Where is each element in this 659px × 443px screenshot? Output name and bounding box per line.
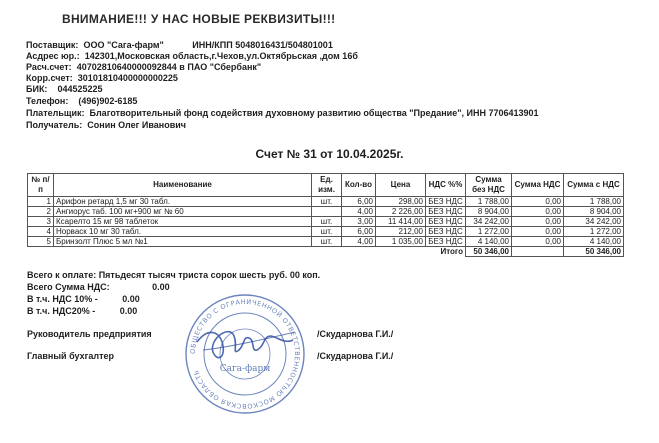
stamp-ring-text: ОБЩЕСТВО С ОГРАНИЧЕННОЙ ОТВЕТСТВЕННОСТЬЮ МОСКОВСКАЯ ОБЛАСТЬ [188, 297, 302, 411]
item-unit: шт. [312, 197, 342, 207]
item-sum-with-vat: 1 272,00 [564, 227, 624, 237]
item-name: Ангиорус таб. 100 мг+900 мг № 60 [54, 207, 312, 217]
item-sum-with-vat: 34 242,00 [564, 217, 624, 227]
vat-total-line [27, 282, 170, 293]
item-sum-without-vat: 1 272,00 [466, 227, 512, 237]
table-row [28, 197, 624, 207]
bik-value: 044525225 [57, 84, 103, 94]
item-sum-with-vat: 8 904,00 [564, 207, 624, 217]
item-unit: шт. [312, 217, 342, 227]
payer-line [26, 108, 539, 119]
item-qty: 4,00 [342, 237, 376, 247]
vat-total-label: Всего Сумма НДС: [27, 282, 110, 292]
bik-label: БИК: [26, 84, 48, 94]
supplier-line [26, 40, 333, 51]
item-sum-with-vat: 4 140,00 [564, 237, 624, 247]
stamp-center-text: Сага-фарм [219, 364, 271, 374]
total-in-words: Всего к оплате: Пятьдесят тысяч триста сорок шесть руб. 00 коп. [27, 270, 321, 280]
invoice-table [27, 173, 624, 257]
inn-kpp-value: 5048016431/504801001 [235, 40, 333, 50]
header-cell: Цена [376, 174, 426, 197]
item-vat-sum: 0,00 [512, 227, 564, 237]
address-label: Асдрес юр.: [26, 51, 80, 61]
total-label: Итого [440, 247, 463, 257]
item-vat: БЕЗ НДС [426, 197, 466, 207]
item-vat: БЕЗ НДС [426, 217, 466, 227]
header-cell: Кол-во [342, 174, 376, 197]
item-qty: 6,00 [342, 227, 376, 237]
item-vat-sum: 0,00 [512, 237, 564, 247]
item-price: 298,00 [376, 197, 426, 207]
table-header-row [28, 174, 624, 197]
phone-line [26, 96, 137, 107]
row-number: 1 [28, 197, 54, 207]
header-cell: Ед. изм. [312, 174, 342, 197]
item-vat-sum: 0,00 [512, 207, 564, 217]
table-row [28, 237, 624, 247]
table-row [28, 217, 624, 227]
item-name: Бринзолт Плюс 5 мл №1 [54, 237, 312, 247]
item-sum-without-vat: 1 788,00 [466, 197, 512, 207]
item-vat: БЕЗ НДС [426, 227, 466, 237]
vat20-line [27, 306, 137, 317]
corr-value: 30101810400000000225 [77, 73, 178, 83]
table-row [28, 207, 624, 217]
notice-banner: ВНИМАНИЕ!!! У НАС НОВЫЕ РЕКВИЗИТЫ!!! [62, 12, 336, 26]
vat20-value: 0.00 [119, 306, 138, 316]
item-name: Норваск 10 мг 30 табл. [54, 227, 312, 237]
header-cell: Наименование [54, 174, 312, 197]
item-price: 11 414,00 [376, 217, 426, 227]
item-qty: 6,00 [342, 197, 376, 207]
account-value: 40702810640000092844 в ПАО "Сбербанк" [76, 62, 262, 72]
table-row [28, 227, 624, 237]
item-vat: БЕЗ НДС [426, 207, 466, 217]
payer-value: Благотворительный фонд содействия духовному развитию общества "Предание", ИНН 7706413901 [89, 108, 539, 118]
header-cell: Сумма НДС [512, 174, 564, 197]
vat10-value: 0.00 [122, 294, 140, 304]
director-signature-name: /Скударнова Г.И./ [317, 329, 394, 339]
row-number: 3 [28, 217, 54, 227]
item-unit [312, 207, 342, 217]
item-price: 212,00 [376, 227, 426, 237]
recipient-line [26, 120, 186, 131]
director-label: Руководитель предприятия [27, 329, 152, 339]
item-sum-without-vat: 34 242,00 [466, 217, 512, 227]
svg-text:ОБЩЕСТВО С ОГРАНИЧЕННОЙ ОТВЕТС [189, 298, 301, 410]
recipient-value: Сонин Олег Иванович [87, 120, 187, 130]
vat-total-value: 0.00 [152, 282, 170, 292]
total-with-vat: 50 346,00 [564, 247, 624, 257]
vat20-label: В т.ч. НДС20% - [27, 306, 96, 316]
item-sum-without-vat: 4 140,00 [466, 237, 512, 247]
row-number: 2 [28, 207, 54, 217]
row-number: 5 [28, 237, 54, 247]
item-sum-with-vat: 1 788,00 [564, 197, 624, 207]
account-label: Расч.счет: [26, 62, 72, 72]
item-unit: шт. [312, 227, 342, 237]
item-qty: 3,00 [342, 217, 376, 227]
item-vat: БЕЗ НДС [426, 237, 466, 247]
item-unit: шт. [312, 237, 342, 247]
row-number: 4 [28, 227, 54, 237]
item-price: 2 226,00 [376, 207, 426, 217]
header-cell: № п/п [28, 174, 54, 197]
bik-line [26, 84, 103, 95]
total-without-vat: 50 346,00 [466, 247, 512, 257]
accountant-label: Главный бухгалтер [27, 351, 115, 361]
item-vat-sum: 0,00 [512, 217, 564, 227]
corr-label: Корр.счет: [26, 73, 73, 83]
address-line [26, 51, 358, 62]
header-cell: Сумма с НДС [564, 174, 624, 197]
recipient-label: Получатель: [26, 120, 83, 130]
payer-label: Плательщик: [26, 108, 85, 118]
item-vat-sum: 0,00 [512, 197, 564, 207]
corr-line [26, 73, 178, 84]
item-sum-without-vat: 8 904,00 [466, 207, 512, 217]
supplier-label: Поставщик: [26, 40, 79, 50]
total-row [28, 247, 624, 257]
accountant-signature-name: /Скударнова Г.И./ [317, 351, 394, 361]
item-name: Ксарелто 15 мг 98 таблеток [54, 217, 312, 227]
total-vat-empty [512, 247, 564, 257]
invoice-title: Счет № 31 от 10.04.2025г. [255, 147, 404, 161]
phone-label: Телефон: [26, 96, 69, 106]
company-stamp [183, 292, 307, 416]
header-cell: Сумма без НДС [466, 174, 512, 197]
item-name: Арифон ретард 1,5 мг 30 табл. [54, 197, 312, 207]
supplier-value: ООО "Сага-фарм" [83, 40, 164, 50]
inn-kpp-label: ИНН/КПП [192, 40, 233, 50]
header-cell: НДС %% [426, 174, 466, 197]
vat10-label: В т.ч. НДС 10% - [27, 294, 98, 304]
address-value: 142301,Московская область,г.Чехов,ул.Октябрьская ,дом 16б [84, 51, 358, 61]
vat10-line [27, 294, 140, 305]
item-price: 1 035,00 [376, 237, 426, 247]
item-qty: 4,00 [342, 207, 376, 217]
phone-value: (496)902-6185 [78, 96, 138, 106]
account-line [26, 62, 261, 73]
